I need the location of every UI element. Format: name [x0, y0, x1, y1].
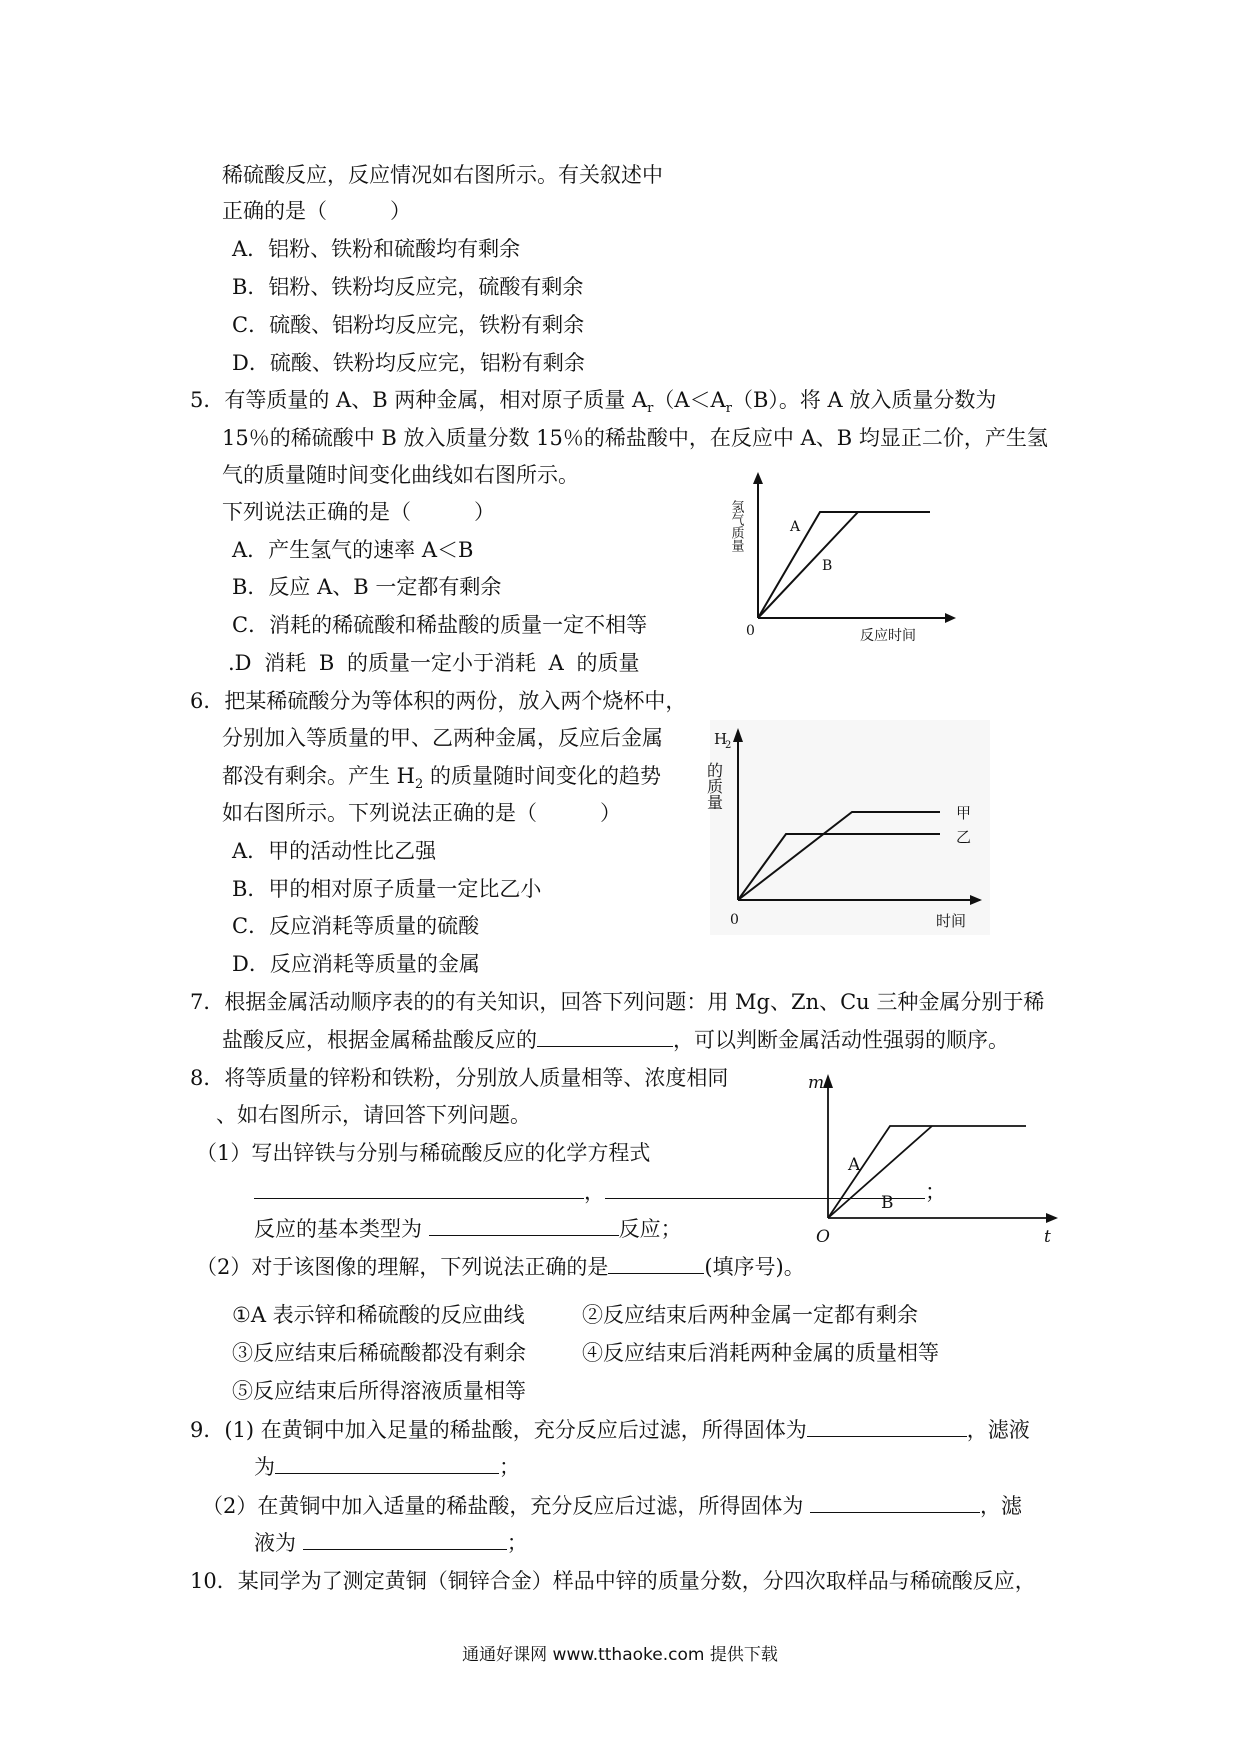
q8-xlabel: t: [1044, 1227, 1051, 1247]
q8-choice-1: ①A 表示锌和稀硫酸的反应曲线: [232, 1303, 525, 1327]
q5-curve-b-label: B: [822, 558, 833, 574]
q9-filtrate-blank-2[interactable]: [303, 1527, 507, 1550]
q9-text: ，滤液: [966, 1418, 1030, 1442]
q5-line2: 15％的稀硫酸中 B 放入质量分数 15％的稀盐酸中，在反应中 A、B 均显正二价，产生氢: [222, 426, 1048, 450]
q8-curve-b-label: B: [881, 1193, 894, 1213]
q6-option-c: C．反应消耗等质量的硫酸: [232, 914, 480, 938]
q7-line1: [190, 987, 1044, 1017]
q8-sub1: （1）写出锌铁与分别与稀硫酸反应的化学方程式: [196, 1141, 651, 1165]
q8-line2: 、如右图所示，请回答下列问题。: [216, 1103, 531, 1127]
q6-text: 的质量随时间变化的趋势: [423, 764, 661, 788]
q6-line1: [190, 686, 686, 716]
q8-text: (填序号)。: [704, 1255, 805, 1279]
q6-line3: [222, 761, 661, 800]
q6-line4: 如右图所示。下列说法正确的是（ ）: [222, 801, 621, 825]
q6-h2-mass-graph: [704, 720, 990, 935]
q9-text: 液为: [254, 1531, 296, 1555]
q9-text: (1) 在黄铜中加入足量的稀盐酸，充分反应后过滤，所得固体为: [224, 1418, 807, 1442]
q8-text: （2）对于该图像的理解，下列说法正确的是: [196, 1255, 609, 1279]
q4-option-d: D．硫酸、铁粉均反应完，铝粉有剩余: [232, 351, 585, 375]
q9-solid-blank-2[interactable]: [810, 1490, 980, 1513]
q5-xlabel: 反应时间: [860, 628, 916, 644]
q10-line1: [190, 1566, 1036, 1596]
q6-curve-yi-label: 乙: [956, 828, 972, 846]
q9-p1-line1: [190, 1414, 1030, 1445]
q6-ylabel-h: H: [714, 730, 728, 748]
q8-reaction-type-line: [254, 1213, 682, 1244]
q5-text: （B）。将 A 放入质量分数为: [731, 388, 997, 412]
subscript: r: [725, 401, 732, 417]
question-number: 5．: [190, 388, 225, 412]
q8-line1: [190, 1063, 728, 1093]
subscript: 2: [415, 777, 424, 793]
question-number: 8．: [190, 1066, 225, 1090]
q9-p2-line1: [202, 1490, 1022, 1521]
q10-text: 某同学为了测定黄铜（铜锌合金）样品中锌的质量分数，分四次取样品与稀硫酸反应，: [237, 1569, 1036, 1593]
q5-line1: [190, 385, 996, 424]
q6-origin: 0: [730, 912, 739, 928]
q5-prompt: 下列说法正确的是（ ）: [222, 500, 495, 524]
q6-text: 都没有剩余。产生 H: [222, 764, 415, 788]
q8-text: 反应；: [618, 1217, 682, 1241]
q7-text: 盐酸反应，根据金属稀盐酸反应的: [222, 1028, 537, 1052]
question-number: 10．: [190, 1569, 238, 1593]
q8-sub2: [196, 1251, 805, 1282]
q6-option-d: D．反应消耗等质量的金属: [232, 952, 480, 976]
question-number: 6．: [190, 689, 225, 713]
q5-curve-a-label: A: [790, 519, 801, 535]
q8-choice-blank[interactable]: [608, 1251, 704, 1274]
page-footer: 通通好课网 www.tthaoke.com 提供下载: [462, 1645, 778, 1665]
q8-choice-4: ④反应结束后消耗两种金属的质量相等: [582, 1341, 939, 1365]
q5-text: （A＜A: [653, 388, 726, 412]
q4-option-a: A．铝粉、铁粉和硫酸均有剩余: [232, 237, 521, 261]
q8-curve-a-label: A: [848, 1155, 861, 1175]
q9-p2-line2: [254, 1527, 528, 1558]
q6-option-b: B．甲的相对原子质量一定比乙小: [232, 877, 542, 901]
q9-solid-blank-1[interactable]: [807, 1414, 967, 1437]
q8-reaction-type-blank[interactable]: [429, 1213, 619, 1236]
q9-text: ；: [506, 1531, 528, 1555]
q7-text: 根据金属活动顺序表的的有关知识，回答下列问题：用 Mg、Zn、Cu 三种金属分别于稀: [224, 990, 1045, 1014]
q5-line3: 气的质量随时间变化曲线如右图所示。: [222, 463, 579, 487]
q5-origin: 0: [746, 623, 755, 639]
q5-text: 有等质量的 A、B 两种金属，相对原子质量 A: [224, 388, 648, 412]
q4-stem-line2: 正确的是（ ）: [222, 199, 411, 223]
question-number: 7．: [190, 990, 225, 1014]
q5-option-d: .D 消耗 B 的质量一定小于消耗 A 的质量: [228, 651, 640, 675]
q8-text: 反应的基本类型为: [254, 1217, 422, 1241]
question-number: 9．: [190, 1418, 225, 1442]
q8-mass-time-graph: [808, 1070, 1068, 1250]
q9-text: 为: [254, 1455, 275, 1479]
q7-answer-blank[interactable]: [537, 1024, 673, 1047]
q4-stem-line1: 稀硫酸反应，反应情况如右图所示。有关叙述中: [222, 163, 663, 187]
q9-text: ；: [499, 1455, 520, 1479]
q8-choice-2: ②反应结束后两种金属一定都有剩余: [582, 1303, 918, 1327]
q7-line2: [222, 1024, 1009, 1055]
q9-filtrate-blank-1[interactable]: [275, 1451, 499, 1474]
q6-ylabel-sub: 2: [725, 740, 732, 751]
q9-text: （2）在黄铜中加入适量的稀盐酸，充分反应后过滤，所得固体为: [202, 1494, 804, 1518]
q6-ylabel-rest: 的质量: [704, 762, 724, 810]
q8-equation-blank-1[interactable]: [254, 1176, 584, 1199]
q8-origin: O: [816, 1227, 830, 1247]
q6-curve-jia-label: 甲: [956, 804, 972, 822]
q5-option-b: B．反应 A、B 一定都有剩余: [232, 575, 502, 599]
q4-option-c: C．硫酸、铝粉均反应完，铁粉有剩余: [232, 313, 585, 337]
q5-option-c: C．消耗的稀硫酸和稀盐酸的质量一定不相等: [232, 613, 648, 637]
q8-text: 将等质量的锌粉和铁粉，分别放人质量相等、浓度相同: [224, 1066, 729, 1090]
q6-xlabel: 时间: [936, 912, 967, 930]
q4-option-b: B．铝粉、铁粉均反应完，硫酸有剩余: [232, 275, 584, 299]
q8-comma: ，: [584, 1180, 605, 1204]
q8-ylabel: m: [808, 1073, 825, 1093]
q6-option-a: A．甲的活动性比乙强: [232, 839, 437, 863]
q8-choice-3: ③反应结束后稀硫酸都没有剩余: [232, 1341, 526, 1365]
q8-choice-5: ⑤反应结束后所得溶液质量相等: [232, 1379, 526, 1403]
q7-text: ，可以判断金属活动性强弱的顺序。: [673, 1028, 1009, 1052]
q5-hydrogen-mass-graph: [720, 470, 960, 650]
q9-text: ，滤: [980, 1494, 1023, 1518]
q9-p1-line2: [254, 1451, 520, 1482]
q5-option-a: A．产生氢气的速率 A＜B: [232, 538, 474, 562]
q5-ylabel: 氢气质量: [728, 500, 744, 552]
q6-text: 把某稀硫酸分为等体积的两份，放入两个烧杯中，: [224, 689, 687, 713]
q8-semicolon: ；: [925, 1180, 946, 1204]
subscript: r: [647, 401, 654, 417]
q6-line2: 分别加入等质量的甲、乙两种金属，反应后金属: [222, 726, 663, 750]
